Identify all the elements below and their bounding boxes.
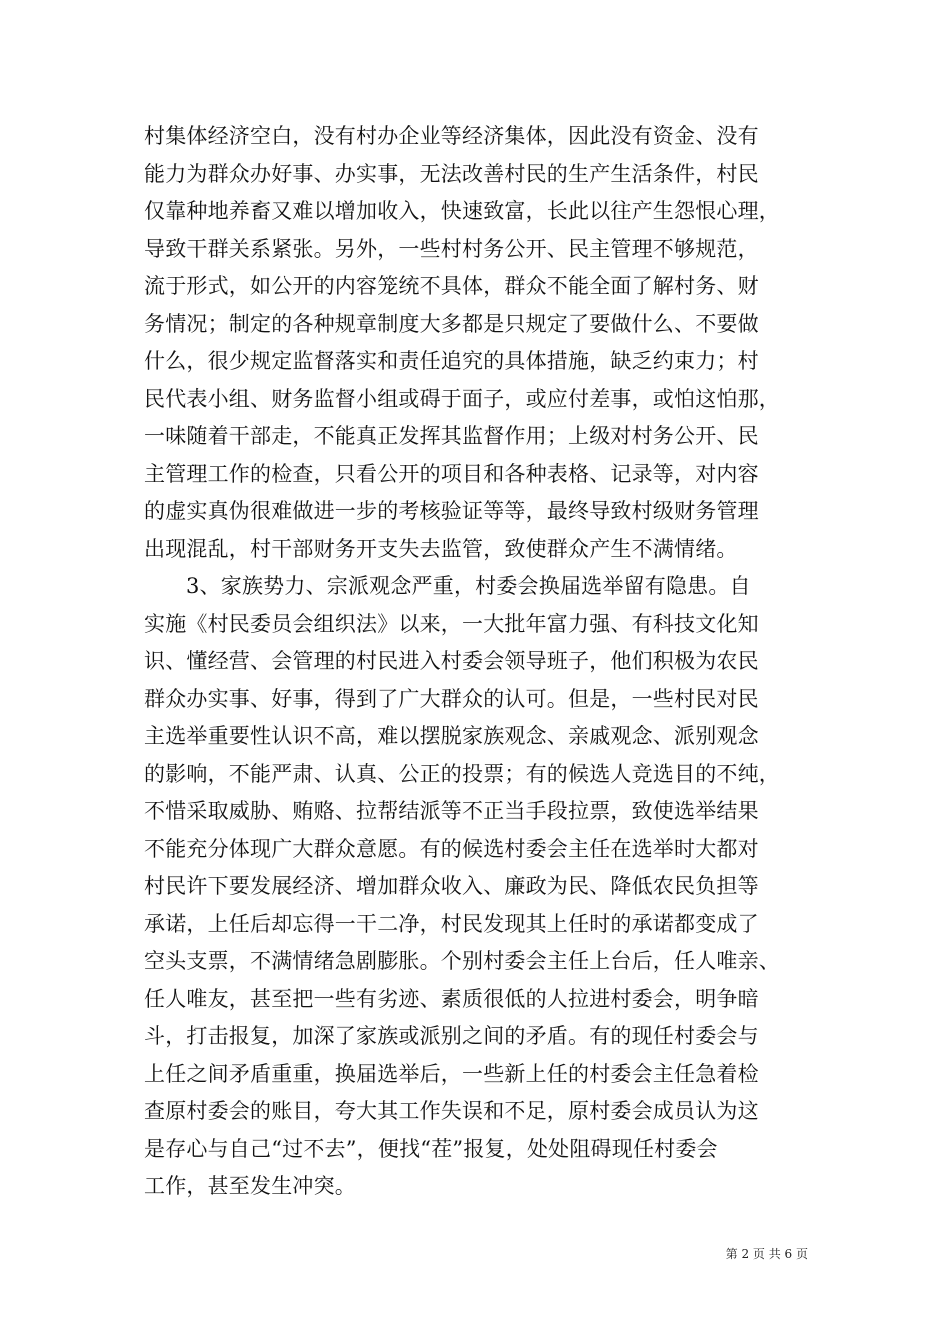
text-line: 识、懂经营、会管理的村民进入村委会领导班子，他们积极为农民 bbox=[144, 649, 759, 673]
text-line: 民代表小组、财务监督小组或碍于面子，或应付差事，或怕这怕那， bbox=[144, 386, 780, 411]
text-line: 实施《村民委员会组织法》以来，一大批年富力强、有科技文化知 bbox=[144, 611, 759, 636]
text-line: 查原村委会的账目，夸大其工作失误和不足，原村委会成员认为这 bbox=[144, 1099, 759, 1123]
text-line: 任人唯友，甚至把一些有劣迹、素质很低的人拉进村委会，明争暗 bbox=[144, 986, 759, 1011]
text-line: 能力为群众办好事、办实事，无法改善村民的生产生活条件，村民 bbox=[144, 161, 759, 186]
text-line: 什么，很少规定监督落实和责任追究的具体措施，缺乏约束力；村 bbox=[144, 349, 759, 373]
text-line: 工作，甚至发生冲突。 bbox=[144, 1174, 356, 1198]
text-line: 斗，打击报复，加深了家族或派别之间的矛盾。有的现任村委会与 bbox=[144, 1024, 759, 1048]
text-line: 村集体经济空白，没有村办企业等经济集体，因此没有资金、没有 bbox=[144, 124, 759, 148]
text-line: 上任之间矛盾重重，换届选举后，一些新上任的村委会主任急着检 bbox=[144, 1061, 759, 1086]
text-line: 导致干群关系紧张。另外，一些村村务公开、民主管理不够规范， bbox=[144, 236, 759, 261]
text-line: 主管理工作的检查，只看公开的项目和各种表格、记录等，对内容 bbox=[144, 461, 759, 486]
text-line: 空头支票，不满情绪急剧膨胀。个别村委会主任上台后，任人唯亲、 bbox=[144, 949, 780, 973]
text-line: 务情况；制定的各种规章制度大多都是只规定了要做什么、不要做 bbox=[144, 311, 759, 336]
text-line: 村民许下要发展经济、增加群众收入、廉政为民、降低农民负担等 bbox=[144, 874, 759, 898]
text-line: 不惜采取威胁、贿赂、拉帮结派等不正当手段拉票，致使选举结果 bbox=[144, 799, 759, 823]
body-text bbox=[144, 118, 810, 1206]
text-line: 流于形式，如公开的内容笼统不具体，群众不能全面了解村务、财 bbox=[144, 274, 759, 298]
page-number: 第 2 页 共 6 页 bbox=[725, 1247, 808, 1261]
text-line: 主选举重要性认识不高，难以摆脱家族观念、亲戚观念、派别观念 bbox=[144, 724, 759, 748]
text-line: 是存心与自己“过不去”，便找“茬”报复，处处阻碍现任村委会 bbox=[144, 1136, 718, 1161]
text-line: 出现混乱，村干部财务开支失去监管，致使群众产生不满情绪。 bbox=[144, 536, 738, 561]
section-heading-line: 3、家族势力、宗派观念严重，村委会换届选举留有隐患。自 bbox=[186, 574, 751, 598]
text-line: 不能充分体现广大群众意愿。有的候选村委会主任在选举时大都对 bbox=[144, 836, 759, 861]
text-line: 的虚实真伪很难做进一步的考核验证等等，最终导致村级财务管理 bbox=[144, 499, 759, 523]
text-line: 一味随着干部走，不能真正发挥其监督作用；上级对村务公开、民 bbox=[144, 424, 759, 448]
text-line: 的影响，不能严肃、认真、公正的投票；有的候选人竞选目的不纯， bbox=[144, 761, 780, 786]
text-line: 仅靠种地养畜又难以增加收入，快速致富，长此以往产生怨恨心理， bbox=[144, 199, 780, 223]
text-line: 群众办实事、好事，得到了广大群众的认可。但是，一些村民对民 bbox=[144, 686, 759, 711]
text-line: 承诺，上任后却忘得一干二净，村民发现其上任时的承诺都变成了 bbox=[144, 911, 759, 936]
